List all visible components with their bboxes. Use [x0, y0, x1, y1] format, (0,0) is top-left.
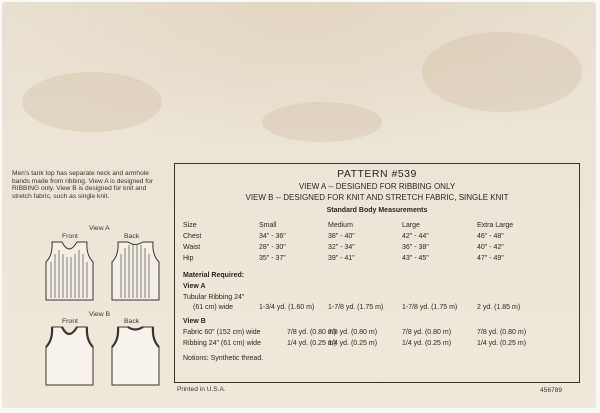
chest-large: 42" - 44"	[402, 233, 429, 240]
view-a-front-label: Front	[62, 233, 78, 240]
paper-stain	[422, 32, 582, 112]
ribbing-small: 1/4 yd. (0.25 m)	[287, 340, 337, 347]
col-header-extra-large: Extra Large	[477, 222, 514, 229]
view-a-extra-large: 2 yd. (1.85 m)	[477, 304, 521, 311]
fabric-extra-large: 7/8 yd. (0.80 m)	[477, 329, 527, 336]
view-a-material-name: Tubular Ribbing 24"	[183, 294, 245, 301]
view-b-label: View B	[89, 311, 111, 318]
fabric-medium: 7/8 yd. (0.80 m)	[328, 329, 378, 336]
pattern-chart	[174, 163, 580, 383]
ribbing-extra-large: 1/4 yd. (0.25 m)	[477, 340, 527, 347]
waist-small: 28" - 30"	[259, 244, 286, 251]
hip-large: 43" - 45"	[402, 255, 429, 262]
view-a-material-label: View A	[183, 283, 206, 290]
view-a-material-width: (61 cm) wide	[193, 304, 234, 311]
col-header-small: Small	[259, 222, 277, 229]
hip-medium: 39" - 41"	[328, 255, 355, 262]
row-label-hip: Hip	[183, 255, 194, 262]
printed-in-usa: Printed in U.S.A.	[177, 386, 226, 393]
col-header-medium: Medium	[328, 222, 353, 229]
notions: Notions: Synthetic thread.	[183, 355, 264, 362]
ribbing-label: Ribbing 24" (61 cm) wide	[183, 340, 261, 347]
paper-stain	[262, 102, 382, 142]
col-header-large: Large	[402, 222, 420, 229]
view-b-back-tank-top-sketch	[108, 325, 163, 387]
ribbing-large: 1/4 yd. (0.25 m)	[402, 340, 452, 347]
view-a-small: 1-3/4 yd. (1.60 m)	[259, 304, 315, 311]
hip-small: 35" - 37"	[259, 255, 286, 262]
row-label-waist: Waist	[183, 244, 201, 251]
ribbing-medium: 1/4 yd. (0.25 m)	[328, 340, 378, 347]
chest-extra-large: 46" - 48"	[477, 233, 504, 240]
view-b-material-label: View B	[183, 318, 206, 325]
chest-small: 34" - 36"	[259, 233, 286, 240]
waist-large: 36" - 38"	[402, 244, 429, 251]
fabric-label: Fabric 60" (152 cm) wide	[183, 329, 261, 336]
measurements-header: Standard Body Measurements	[326, 207, 428, 214]
view-b-front-tank-top-sketch	[42, 325, 97, 387]
material-required-label: Material Required:	[183, 272, 245, 279]
view-a-design-line: VIEW A -- DESIGNED FOR RIBBING ONLY	[298, 182, 456, 191]
col-header-size: Size	[183, 222, 197, 229]
hip-extra-large: 47" - 49"	[477, 255, 504, 262]
waist-extra-large: 40" - 42"	[477, 244, 504, 251]
paper-stain	[22, 72, 162, 132]
row-label-chest: Chest	[183, 233, 202, 240]
view-a-back-tank-top-sketch	[108, 240, 163, 302]
view-b-back-label: Back	[124, 318, 140, 325]
pattern-title: PATTERN #539	[337, 168, 417, 180]
pattern-code: 456789	[540, 387, 563, 394]
view-a-large: 1-7/8 yd. (1.75 m)	[402, 304, 458, 311]
chest-medium: 38" - 40"	[328, 233, 355, 240]
view-a-medium: 1-7/8 yd. (1.75 m)	[328, 304, 384, 311]
view-a-label: View A	[89, 225, 110, 232]
view-b-design-line: VIEW B -- DESIGNED FOR KNIT AND STRETCH FABRIC, SINGLE KNIT	[245, 193, 509, 202]
pattern-description: Men's tank top has separate neck and armhole bands made from ribbing. View A is designed for RIBBING only. View B is designed for knit and stretch fabric, such as single knit.	[12, 170, 153, 200]
view-b-front-label: Front	[62, 318, 78, 325]
view-a-back-label: Back	[124, 233, 140, 240]
view-a-front-tank-top-sketch	[42, 240, 97, 302]
waist-medium: 32" - 34"	[328, 244, 355, 251]
fabric-small: 7/8 yd. (0.80 m)	[287, 329, 337, 336]
fabric-large: 7/8 yd. (0.80 m)	[402, 329, 452, 336]
